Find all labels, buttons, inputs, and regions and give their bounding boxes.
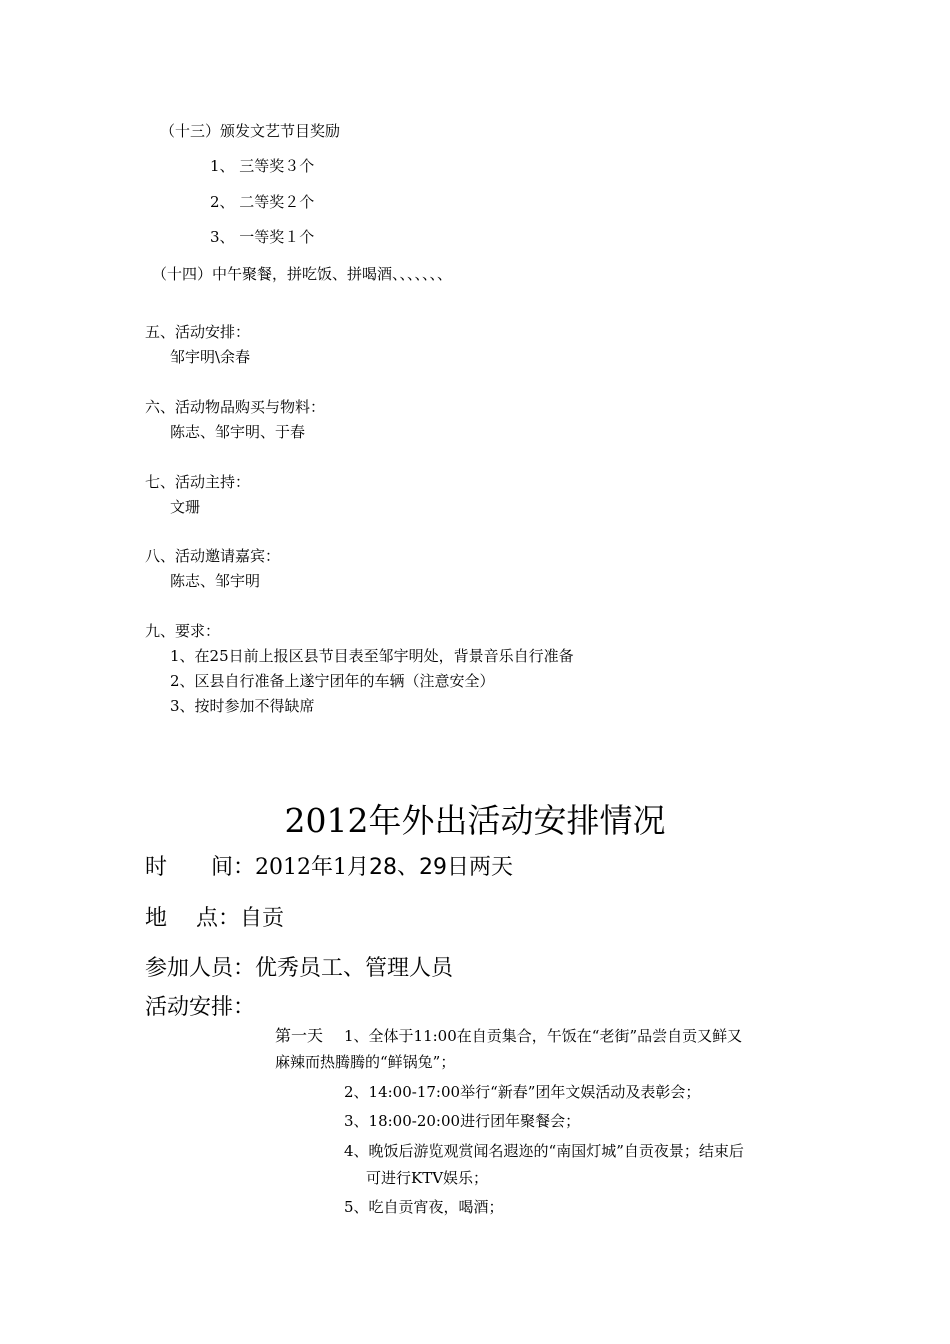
day1-item-3: 3、18:00-20:00进行团年聚餐会； xyxy=(344,1112,581,1130)
section-14-title: （十四）中午聚餐，拼吃饭、拼喝酒、、、、、、、 xyxy=(152,265,453,283)
section-8-content: 陈志、邹宇明 xyxy=(170,572,261,590)
time-days: 28、29 xyxy=(369,855,448,880)
section-6-content: 陈志、邹宇明、于春 xyxy=(170,423,306,441)
section-13-title: （十三）颁发文艺节目奖励 xyxy=(160,122,341,140)
people-label: 参加人员： xyxy=(145,956,256,981)
section-7-heading: 七、活动主持： xyxy=(145,473,251,491)
section-5-content: 邹宇明\余春 xyxy=(170,348,251,366)
section-9-heading: 九、要求： xyxy=(145,622,221,640)
section-8-heading: 八、活动邀请嘉宾： xyxy=(145,547,281,565)
day1-item-4-line-1: 4、晚饭后游览观赏闻名遐迩的“南国灯城”自贡夜景；结束后 xyxy=(344,1142,744,1160)
section-6-heading: 六、活动物品购买与物料： xyxy=(145,398,326,416)
place-label: 地 点： xyxy=(145,906,240,931)
plan-title: 2012年外出活动安排情况 xyxy=(284,801,666,840)
place-value: 自贡 xyxy=(240,906,285,931)
time-prefix: 2012年1月 xyxy=(255,855,370,880)
day1-item-1-line-1: 1、全体于11:00在自贡集合，午饭在“老街”品尝自贡又鲜又 xyxy=(344,1027,743,1045)
requirement-item-3: 3、按时参加不得缺席 xyxy=(170,697,315,715)
time-suffix: 日两天 xyxy=(447,855,514,880)
day1-item-2: 2、14:00-17:00举行“新春”团年文娱活动及表彰会； xyxy=(344,1083,701,1101)
award-item-2: 2、 二等奖２个 xyxy=(210,193,315,211)
time-row xyxy=(145,857,513,879)
day-label: 第一天 xyxy=(275,1026,324,1045)
award-item-1: 1、 三等奖３个 xyxy=(210,157,315,175)
requirement-item-2: 2、区县自行准备上遂宁团年的车辆（注意安全） xyxy=(170,672,495,690)
people-value: 优秀员工、管理人员 xyxy=(255,956,454,981)
people-row xyxy=(145,958,453,980)
day1-item-5: 5、吃自贡宵夜，喝酒； xyxy=(344,1198,504,1216)
day1-item-1-line-2: 麻辣而热腾腾的“鲜锅兔”； xyxy=(275,1053,456,1071)
time-label: 时 间： xyxy=(145,855,256,880)
section-5-heading: 五、活动安排： xyxy=(145,323,251,341)
day1-item-4-line-2: 可进行KTV娱乐； xyxy=(366,1169,489,1187)
schedule-label: 活动安排： xyxy=(145,995,256,1020)
requirement-item-1: 1、在25日前上报区县节目表至邹宇明处，背景音乐自行准备 xyxy=(170,647,574,665)
award-item-3: 3、 一等奖１个 xyxy=(210,228,315,246)
place-row xyxy=(145,908,284,930)
section-7-content: 文珊 xyxy=(170,498,201,516)
